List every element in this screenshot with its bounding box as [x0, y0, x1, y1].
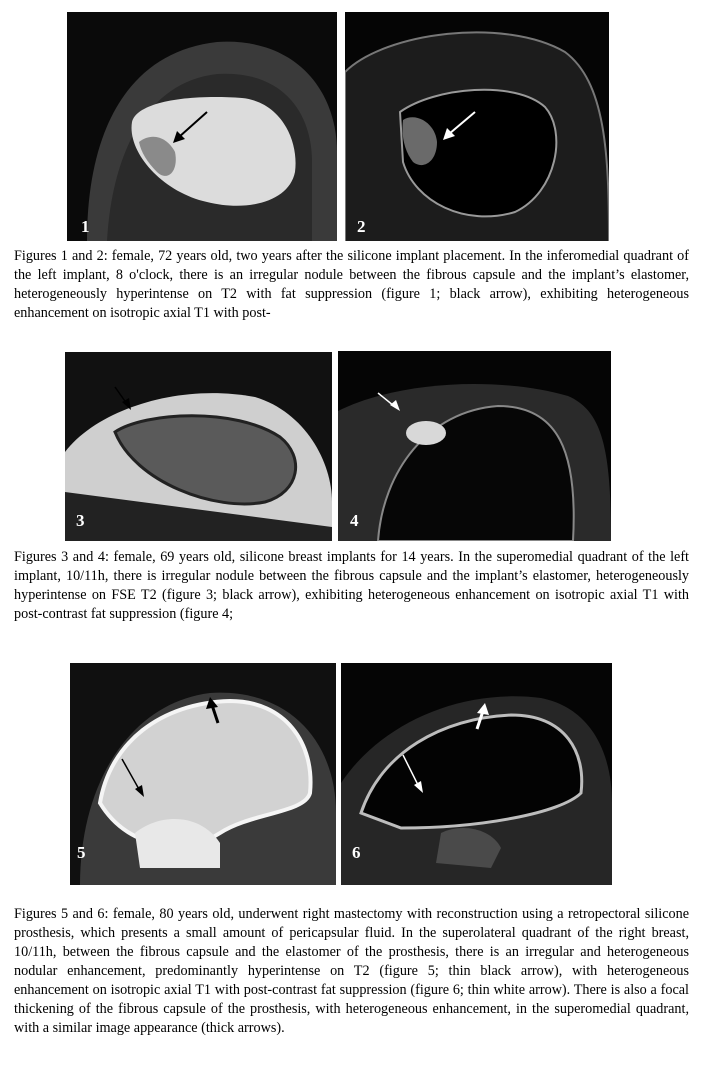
figure-5-label: 5 [77, 843, 86, 862]
figure-1-image [67, 12, 337, 241]
figure-4-image [338, 351, 611, 541]
figure-3-image [65, 352, 332, 541]
figure-1-label: 1 [81, 217, 90, 236]
figure-3-label: 3 [76, 511, 85, 530]
figure-5-6-caption: Figures 5 and 6: female, 80 years old, underwent right mastectomy with reconstruction using a retropectoral silicone prosthesis, which presents a small amount of pericapsular fluid. In the superolateral quadrant of the right breast, 10/11h, between the fibrous capsule and the elastomer of the prosthesis, there is an irregular and heterogeneous nodular enhancement, predominantly hyperintense on T2 (figure 5; thin black arrow), with heterogeneous enhancement on isotropic axial T1 with post-contrast fat suppression (figure 6; thin white arrow). There is also a focal thickening of the fibrous capsule of the prosthesis, with heterogeneous enhancement, in the superomedial quadrant, with a similar image appearance (thick arrows). [14, 906, 689, 1036]
figure-3-4-caption: Figures 3 and 4: female, 69 years old, silicone breast implants for 14 years. In the superomedial quadrant of the left implant, 10/11h, there is irregular nodule between the fibrous capsule and the implant’s elastomer, heterogeneously hyperintense on FSE T2 (figure 3; black arrow), exhibiting heterogeneous enhancement on isotropic axial T1 with post-contrast fat suppression (figure 4; [14, 549, 689, 622]
figure-5-image [70, 663, 336, 885]
figure-5-mri [70, 663, 336, 885]
figure-4-mri [338, 351, 611, 541]
figure-1-2-caption: Figures 1 and 2: female, 72 years old, two years after the silicone implant placement. In the inferomedial quadrant of the left implant, 8 o'clock, there is an irregular nodule between the fibrous capsule and the implant’s elastomer, heterogeneously hyperintense on T2 with fat suppression (figure 1; black arrow), exhibiting heterogeneous enhancement on isotropic axial T1 with post- [14, 248, 689, 321]
figure-3-mri [65, 352, 332, 541]
figure-1-mri [67, 12, 337, 241]
figure-6-image [341, 663, 612, 885]
figure-6-label: 6 [352, 843, 361, 862]
figure-6-mri [341, 663, 612, 885]
figure-2-mri [345, 12, 609, 241]
figure-2-image [345, 12, 609, 241]
figure-2-label: 2 [357, 217, 366, 236]
figure-4-label: 4 [350, 511, 359, 530]
